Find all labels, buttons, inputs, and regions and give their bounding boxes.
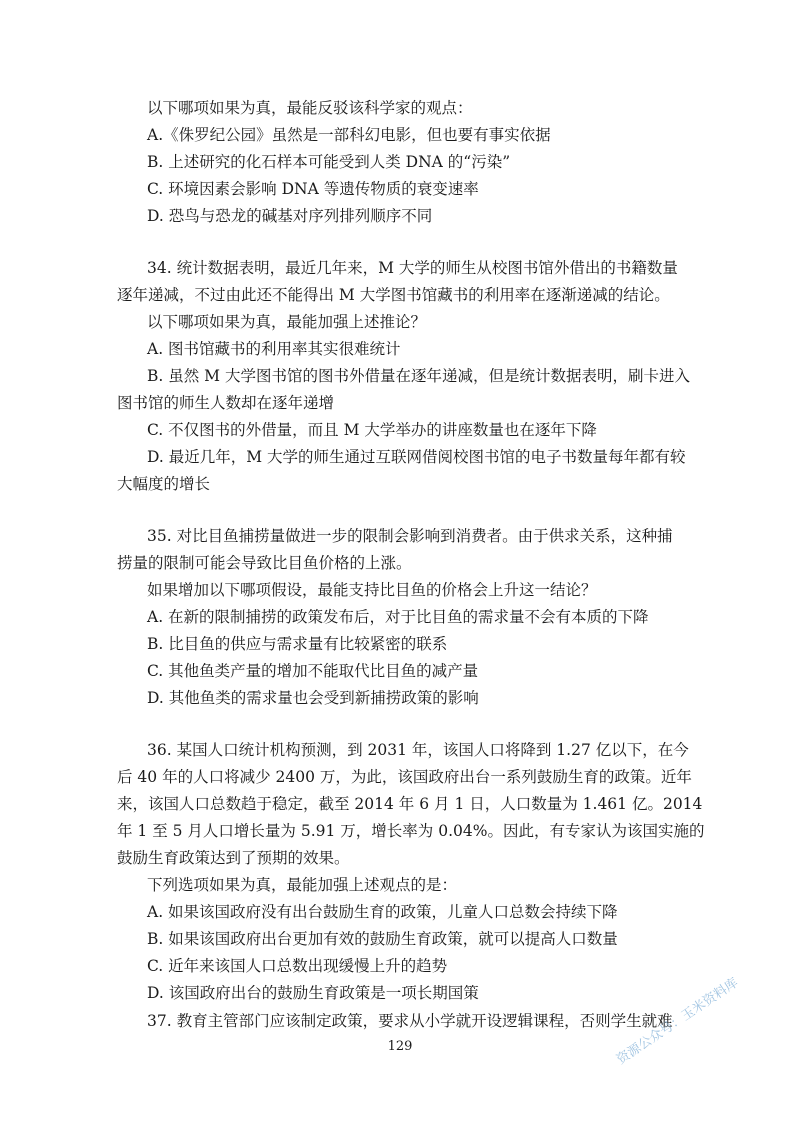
q34-stem-line-1: 34. 统计数据表明，最近几年来，M 大学的师生从校图书馆外借出的书籍数量	[147, 259, 678, 277]
q36-option-d: D. 该国政府出台的鼓励生育政策是一项长期国策	[147, 984, 479, 1002]
watermark-text: 资源公众号：玉米资料库	[614, 975, 742, 1068]
q33-option-b: B. 上述研究的化石样本可能受到人类 DNA 的“污染”	[147, 153, 511, 171]
q35-option-d: D. 其他鱼类的需求量也会受到新捕捞政策的影响	[147, 689, 479, 707]
q34-prompt: 以下哪项如果为真，最能加强上述推论？	[147, 313, 427, 331]
q33-option-c: C. 环境因素会影响 DNA 等遗传物质的衰变速率	[147, 180, 479, 198]
q36-stem-line-3: 来，该国人口总数趋于稳定，截至 2014 年 6 月 1 日，人口数量为 1.461 亿。2014	[117, 795, 703, 813]
q36-stem-line-2: 后 40 年的人口将减少 2400 万，为此，该国政府出台一系列鼓励生育的政策。近年	[117, 768, 692, 786]
q33-option-d: D. 恐鸟与恐龙的碱基对序列排列顺序不同	[147, 207, 433, 225]
q36-stem-line-1: 36. 某国人口统计机构预测，到 2031 年，该国人口将降到 1.27 亿以下，在今	[147, 741, 689, 759]
q35-option-c: C. 其他鱼类产量的增加不能取代比目鱼的减产量	[147, 662, 479, 680]
q35-stem-line-2: 捞量的限制可能会导致比目鱼价格的上涨。	[117, 554, 412, 572]
q34-option-d-cont: 大幅度的增长	[117, 475, 211, 493]
q34-option-d: D. 最近几年，M 大学的师生通过互联网借阅校图书馆的电子书数量每年都有较	[147, 448, 686, 466]
q36-prompt: 下列选项如果为真，最能加强上述观点的是：	[147, 876, 458, 894]
q36-stem-line-4: 年 1 至 5 月人口增长量为 5.91 万，增长率为 0.04%。因此，有专家认为该国实施的	[117, 822, 705, 840]
q34-option-b: B. 虽然 M 大学图书馆的图书外借量在逐年递减，但是统计数据表明，刷卡进入	[147, 367, 690, 385]
q34-stem-line-2: 逐年递减，不过由此还不能得出 M 大学图书馆藏书的利用率在逐渐递减的结论。	[117, 286, 670, 304]
q33-prompt: 以下哪项如果为真，最能反驳该科学家的观点：	[147, 99, 473, 117]
q34-option-b-cont: 图书馆的师生人数却在逐年递增	[117, 394, 335, 412]
q37-stem-line-1: 37. 教育主管部门应该制定政策，要求从小学就开设逻辑课程，否则学生就难	[147, 1012, 673, 1030]
q35-stem-line-1: 35. 对比目鱼捕捞量做进一步的限制会影响到消费者。由于供求关系，这种捕	[147, 527, 673, 545]
q36-option-b: B. 如果该国政府出台更加有效的鼓励生育政策，就可以提高人口数量	[147, 930, 618, 948]
q35-option-b: B. 比目鱼的供应与需求量有比较紧密的联系	[147, 635, 448, 653]
q36-option-a: A. 如果该国政府没有出台鼓励生育的政策，儿童人口总数会持续下降	[147, 903, 618, 921]
page-number: 129	[387, 1039, 413, 1054]
q34-option-c: C. 不仅图书的外借量，而且 M 大学举办的讲座数量也在逐年下降	[147, 421, 597, 439]
q33-option-a: A.《侏罗纪公园》虽然是一部科幻电影，但也要有事实依据	[147, 126, 551, 144]
q35-prompt: 如果增加以下哪项假设，最能支持比目鱼的价格会上升这一结论？	[147, 581, 597, 599]
q34-option-a: A. 图书馆藏书的利用率其实很难统计	[147, 340, 401, 358]
q36-option-c: C. 近年来该国人口总数出现缓慢上升的趋势	[147, 957, 448, 975]
q35-option-a: A. 在新的限制捕捞的政策发布后，对于比目鱼的需求量不会有本质的下降	[147, 608, 649, 626]
q36-stem-line-5: 鼓励生育政策达到了预期的效果。	[117, 849, 350, 867]
